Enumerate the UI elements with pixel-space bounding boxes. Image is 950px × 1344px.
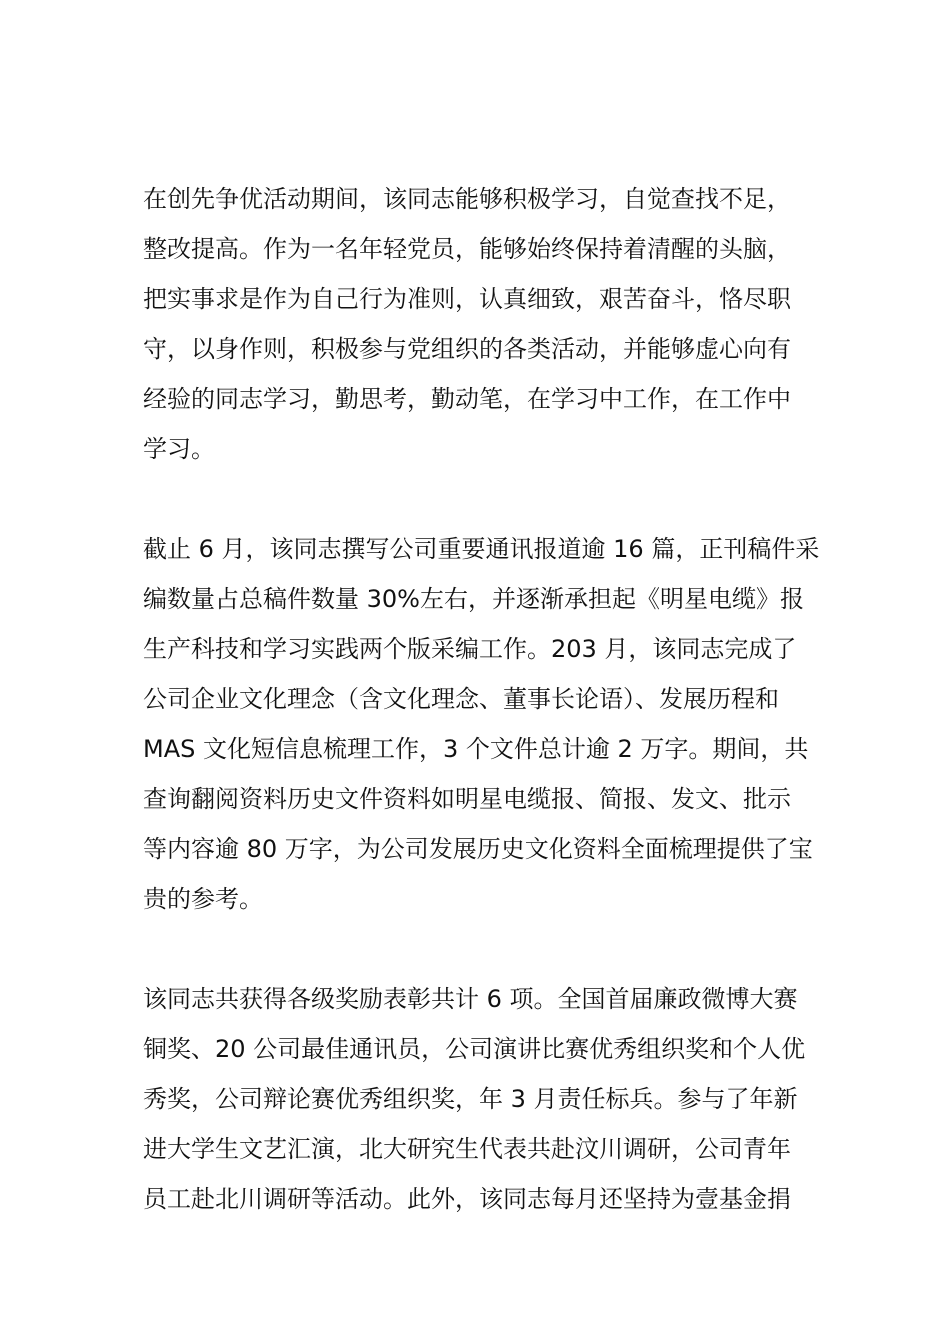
paragraph-line: 查询翻阅资料历史文件资料如明星电缆报、简报、发文、批示 <box>143 785 791 813</box>
paragraph-line: 员工赴北川调研等活动。此外，该同志每月还坚持为壹基金捐 <box>143 1185 791 1213</box>
paragraph-line: 生产科技和学习实践两个版采编工作。203 月，该同志完成了 <box>143 635 797 663</box>
paragraph-1 <box>143 174 815 474</box>
paragraph-spacer <box>143 474 815 524</box>
paragraph-line: 在创先争优活动期间，该同志能够积极学习，自觉查找不足， <box>143 185 791 213</box>
paragraph-3 <box>143 974 815 1224</box>
paragraph-spacer <box>143 924 815 974</box>
paragraph-line: 截止 6 月，该同志撰写公司重要通讯报道逾 16 篇，正刊稿件采 <box>143 535 820 563</box>
paragraph-line: MAS 文化短信息梳理工作，3 个文件总计逾 2 万字。期间，共 <box>143 735 809 763</box>
paragraph-line: 等内容逾 80 万字，为公司发展历史文化资料全面梳理提供了宝 <box>143 835 813 863</box>
paragraph-line: 编数量占总稿件数量 30%左右，并逐渐承担起《明星电缆》报 <box>143 585 804 613</box>
paragraph-line: 把实事求是作为自己行为准则，认真细致，艰苦奋斗，恪尽职 <box>143 285 791 313</box>
document-body <box>143 174 820 1224</box>
paragraph-line: 铜奖、20 公司最佳通讯员，公司演讲比赛优秀组织奖和个人优 <box>143 1035 806 1063</box>
paragraph-line: 进大学生文艺汇演，北大研究生代表共赴汶川调研，公司青年 <box>143 1135 791 1163</box>
paragraph-line: 贵的参考。 <box>143 885 263 913</box>
paragraph-line: 整改提高。作为一名年轻党员，能够始终保持着清醒的头脑， <box>143 235 791 263</box>
paragraph-line: 秀奖，公司辩论赛优秀组织奖，年 3 月责任标兵。参与了年新 <box>143 1085 798 1113</box>
paragraph-line: 经验的同志学习，勤思考，勤动笔，在学习中工作，在工作中 <box>143 385 791 413</box>
paragraph-line: 公司企业文化理念（含文化理念、董事长论语）、发展历程和 <box>143 685 779 713</box>
paragraph-2 <box>143 524 820 924</box>
paragraph-line: 守，以身作则，积极参与党组织的各类活动，并能够虚心向有 <box>143 335 791 363</box>
paragraph-line: 学习。 <box>143 435 215 463</box>
paragraph-line: 该同志共获得各级奖励表彰共计 6 项。全国首届廉政微博大赛 <box>143 985 798 1013</box>
